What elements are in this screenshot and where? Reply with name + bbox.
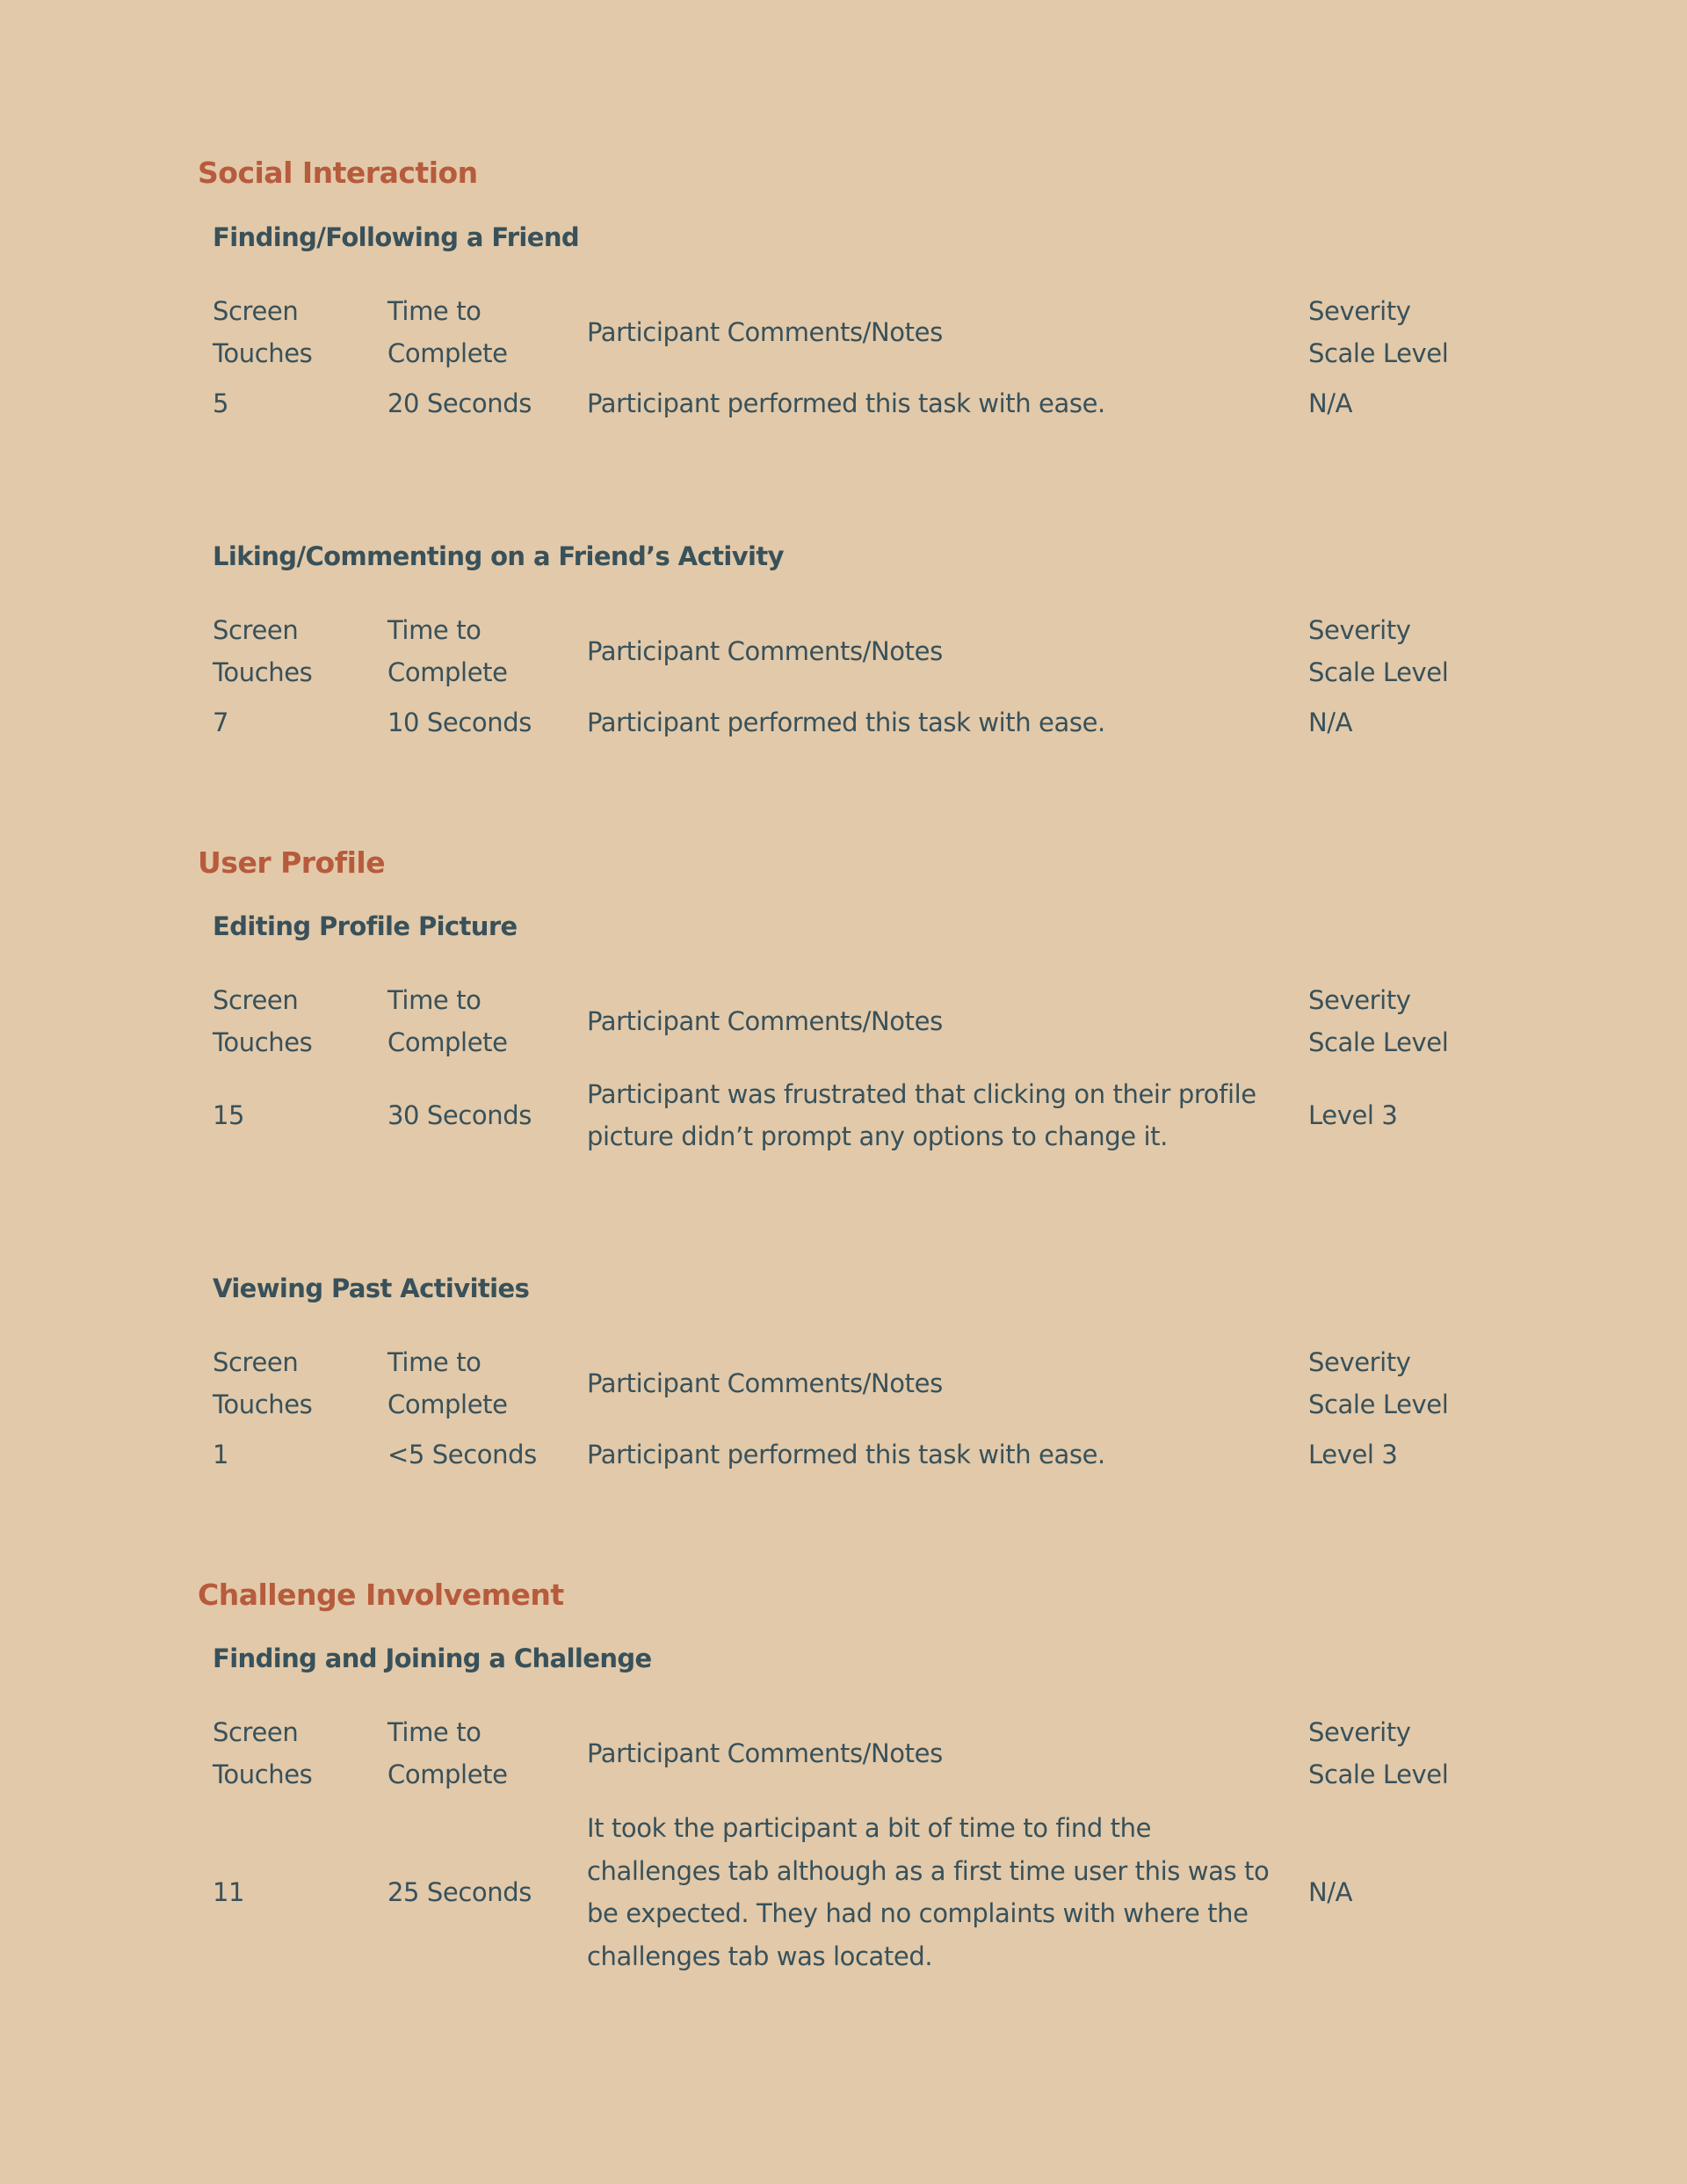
header-time-to-complete: Time to Complete [387,1346,508,1419]
value-screen-touches: 1 [213,1439,229,1469]
header-time-to-complete: Time to Complete [387,1716,508,1789]
value-screen-touches: 15 [213,1099,245,1130]
value-time: <5 Seconds [387,1439,537,1469]
header-comments: Participant Comments/Notes [587,635,943,666]
header-severity: Severity Scale Level [1308,1346,1449,1419]
task-finding-following-friend [213,221,1531,418]
header-comments: Participant Comments/Notes [587,1738,943,1768]
value-comment: Participant was frustrated that clicking on their profile picture didn’t prompt any options to change it. [587,1078,1256,1151]
section-title-challenge-involvement: Challenge Involvement [198,1578,564,1612]
header-severity: Severity Scale Level [1308,1716,1449,1789]
value-severity: N/A [1308,388,1353,418]
value-time: 10 Seconds [387,707,532,737]
value-screen-touches: 11 [213,1876,245,1907]
task-title: Viewing Past Activities [213,1273,530,1303]
task-title: Finding/Following a Friend [213,222,580,252]
header-screen-touches: Screen Touches [213,984,313,1057]
value-comment: It took the participant a bit of time to find the challenges tab although as a first time user this was to be expected. They had no complaints with where the challenges tab was located. [587,1813,1270,1971]
task-editing-profile-picture [213,911,1531,1151]
header-screen-touches: Screen Touches [213,1346,313,1419]
task-title: Editing Profile Picture [213,911,518,941]
task-title: Finding and Joining a Challenge [213,1643,652,1673]
header-comments: Participant Comments/Notes [587,1368,943,1398]
header-screen-touches: Screen Touches [213,614,313,687]
task-finding-joining-challenge [213,1643,1531,1971]
header-time-to-complete: Time to Complete [387,614,508,687]
header-time-to-complete: Time to Complete [387,295,508,368]
value-comment: Participant performed this task with ease. [587,1439,1105,1469]
value-time: 25 Seconds [387,1876,532,1907]
value-severity: Level 3 [1308,1099,1398,1130]
value-comment: Participant performed this task with ease. [587,707,1105,737]
task-viewing-past-activities [213,1273,1531,1469]
value-time: 30 Seconds [387,1099,532,1130]
section-title-social-interaction: Social Interaction [198,156,478,190]
value-severity: Level 3 [1308,1439,1398,1469]
value-screen-touches: 5 [213,388,229,418]
value-severity: N/A [1308,707,1353,737]
section-title-user-profile: User Profile [198,845,386,880]
header-severity: Severity Scale Level [1308,614,1449,687]
header-severity: Severity Scale Level [1308,984,1449,1057]
header-comments: Participant Comments/Notes [587,316,943,347]
task-title: Liking/Commenting on a Friend’s Activity [213,541,784,571]
value-severity: N/A [1308,1876,1353,1907]
value-comment: Participant performed this task with ease. [587,388,1105,418]
value-screen-touches: 7 [213,707,229,737]
header-comments: Participant Comments/Notes [587,1005,943,1036]
value-time: 20 Seconds [387,388,532,418]
header-time-to-complete: Time to Complete [387,984,508,1057]
header-severity: Severity Scale Level [1308,295,1449,368]
header-screen-touches: Screen Touches [213,295,313,368]
header-screen-touches: Screen Touches [213,1716,313,1789]
task-liking-commenting [213,541,1531,737]
